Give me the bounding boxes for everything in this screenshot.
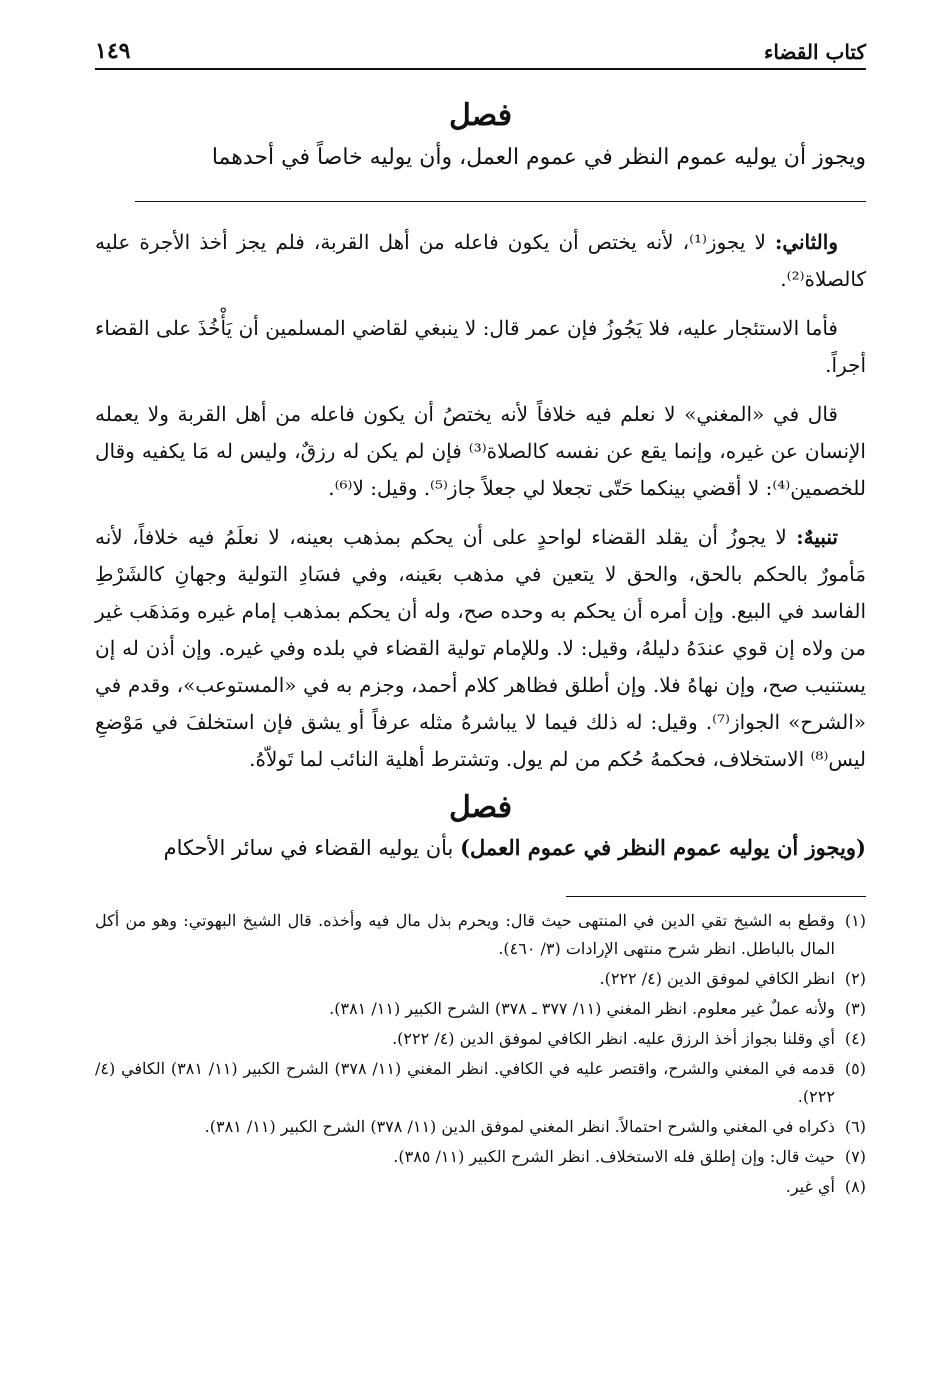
section-heading-1: فصل	[448, 98, 513, 133]
footnote-text: قدمه في المغني والشرح، واقتصر عليه في الكافي. انظر المغني (١١/ ٣٧٨) الشرح الكبير (١١/ ٣٨١) الكافي (٤/ ٢٢٢).	[95, 1058, 835, 1106]
footnote-number: (٣)	[844, 998, 866, 1018]
matn-bold-part: (ويجوز أن يوليه عموم النظر في عموم العمل)	[460, 835, 866, 861]
footnote	[95, 995, 866, 1023]
footnote-text: وقطع به الشيخ تقي الدين في المنتهى حيث قال: ويحرم بذل مال فيه وأخذه. قال الشيخ البهوتي: وهو من أكل المال بالباطل. انظر شرح منتهى الإرادات (٣/ ٤٦٠).	[95, 910, 835, 958]
footnote-separator	[566, 896, 866, 897]
paragraph-1	[95, 224, 866, 298]
page-number: ١٤٩	[95, 38, 131, 64]
section-heading-2: فصل	[448, 790, 513, 826]
matn-rest-part: بأن يوليه القضاء في سائر الأحكام	[163, 836, 461, 861]
footnote	[95, 1113, 866, 1141]
running-header	[95, 38, 866, 70]
footnote	[95, 1143, 866, 1171]
paragraph-text: لا يجوزُ أن يقلد القضاء لواحدٍ على أن يحكم بمذهب بعينه، لا نعلَمُ فيه خلافاً، لأنه مَأمورٌ بالحكم بالحق، والحق لا يتعين في مذهب بعَينه، وفي فسَادِ التولية وجهانِ كالشَرْطِ الفاسد في البيع. وإن أمره أن يحكم به وحده صح، وله أن يحكم بمذهب إمام غيره ومَذهَب غير من ولاه إن قوي عندَهُ دليلهُ، وقيل: لا. وللإمام تولية القضاء في بلده وفي غيره. وإن أذن له إن يستنيب صح، وإن نهاهُ فلا. وإن أطلق فظاهر كلام أحمد، وجزم به في «المستوعب»، وقدم في «الشرح» الجواز⁽⁷⁾. وقيل: له ذلك فيما لا يباشرهُ مثله عرفاً أو يشق فإن استخلفَ في مَوْضعِ ليس⁽⁸⁾ الاستخلاف، فحكمهُ حُكم من لم يول. وتشترط أهلية النائب لما تَولاّهُ.	[95, 525, 866, 772]
paragraph-3	[95, 396, 866, 507]
footnote-number: (١)	[844, 910, 866, 930]
footnote-number: (٨)	[844, 1176, 866, 1196]
book-title: كتاب القضاء	[756, 40, 866, 64]
paragraph-text: قال في «المغني» لا نعلم فيه خلافاً لأنه يختصُ أن يكون فاعله من أهل القربة ولا يعمله الإنسان عن غيره، وإنما يقع عن نفسه كالصلاة⁽³⁾ فإن لم يكن له رزقٌ، وليس له مَا يكفيه وقال للخصمين⁽⁴⁾: لا أقضي بينكما حَتّى تجعلا لي جعلاً جاز⁽⁵⁾. وقيل: لا⁽⁶⁾.	[95, 402, 866, 501]
paragraph-4	[95, 519, 866, 778]
paragraph-lead: والثاني:	[774, 230, 838, 255]
footnote	[95, 1055, 866, 1111]
footnote-number: (٢)	[844, 968, 866, 988]
footnote-number: (٤)	[844, 1028, 866, 1048]
footnote-number: (٥)	[844, 1058, 866, 1078]
paragraph-text: فأما الاستئجار عليه، فلا يَجُوزُ فإن عمر قال: لا ينبغي لقاضي المسلمين أن يَأْخُذَ على القضاء أجراً.	[95, 316, 866, 378]
footnote	[95, 965, 866, 993]
footnote-text: انظر الكافي لموفق الدين (٤/ ٢٢٢).	[599, 968, 835, 988]
paragraph-lead: تنبيهٌ:	[796, 525, 838, 550]
footnote-text: حيث قال: وإن إطلق فله الاستخلاف. انظر الشرح الكبير (١١/ ٣٨٥).	[393, 1146, 835, 1166]
footnote	[95, 907, 866, 963]
footnote-text: أي غير.	[785, 1176, 835, 1196]
footnote-number: (٧)	[844, 1146, 866, 1166]
footnote-text: ولأنه عملٌ غير معلوم. انظر المغني (١١/ ٣٧٧ ـ ٣٧٨) الشرح الكبير (١١/ ٣٨١).	[329, 998, 835, 1018]
paragraph-text: لا يجوز⁽¹⁾، لأنه يختص أن يكون فاعله من أهل القربة، فلم يجز أخذ الأجرة عليه كالصلاة⁽²⁾.	[95, 230, 866, 292]
matn-text-2	[95, 831, 866, 866]
footnotes-list	[95, 907, 866, 1201]
paragraph-2	[95, 310, 866, 384]
footnote	[95, 1173, 866, 1201]
footnote-number: (٦)	[844, 1116, 866, 1136]
footnote-text: ذكراه في المغني والشرح احتمالاً. انظر المغني لموفق الدين (١١/ ٣٧٨) الشرح الكبير (١١/ ٣٨١).	[204, 1116, 835, 1136]
matn-text-1: ويجوز أن يوليه عموم النظر في عموم العمل، وأن يوليه خاصاً في أحدهما	[211, 145, 866, 170]
footnote-text: أي وقلنا بجواز أخذ الرزق عليه. انظر الكافي لموفق الدين (٤/ ٢٢٢).	[392, 1028, 835, 1048]
matn-separator	[135, 201, 866, 202]
footnote	[95, 1025, 866, 1053]
